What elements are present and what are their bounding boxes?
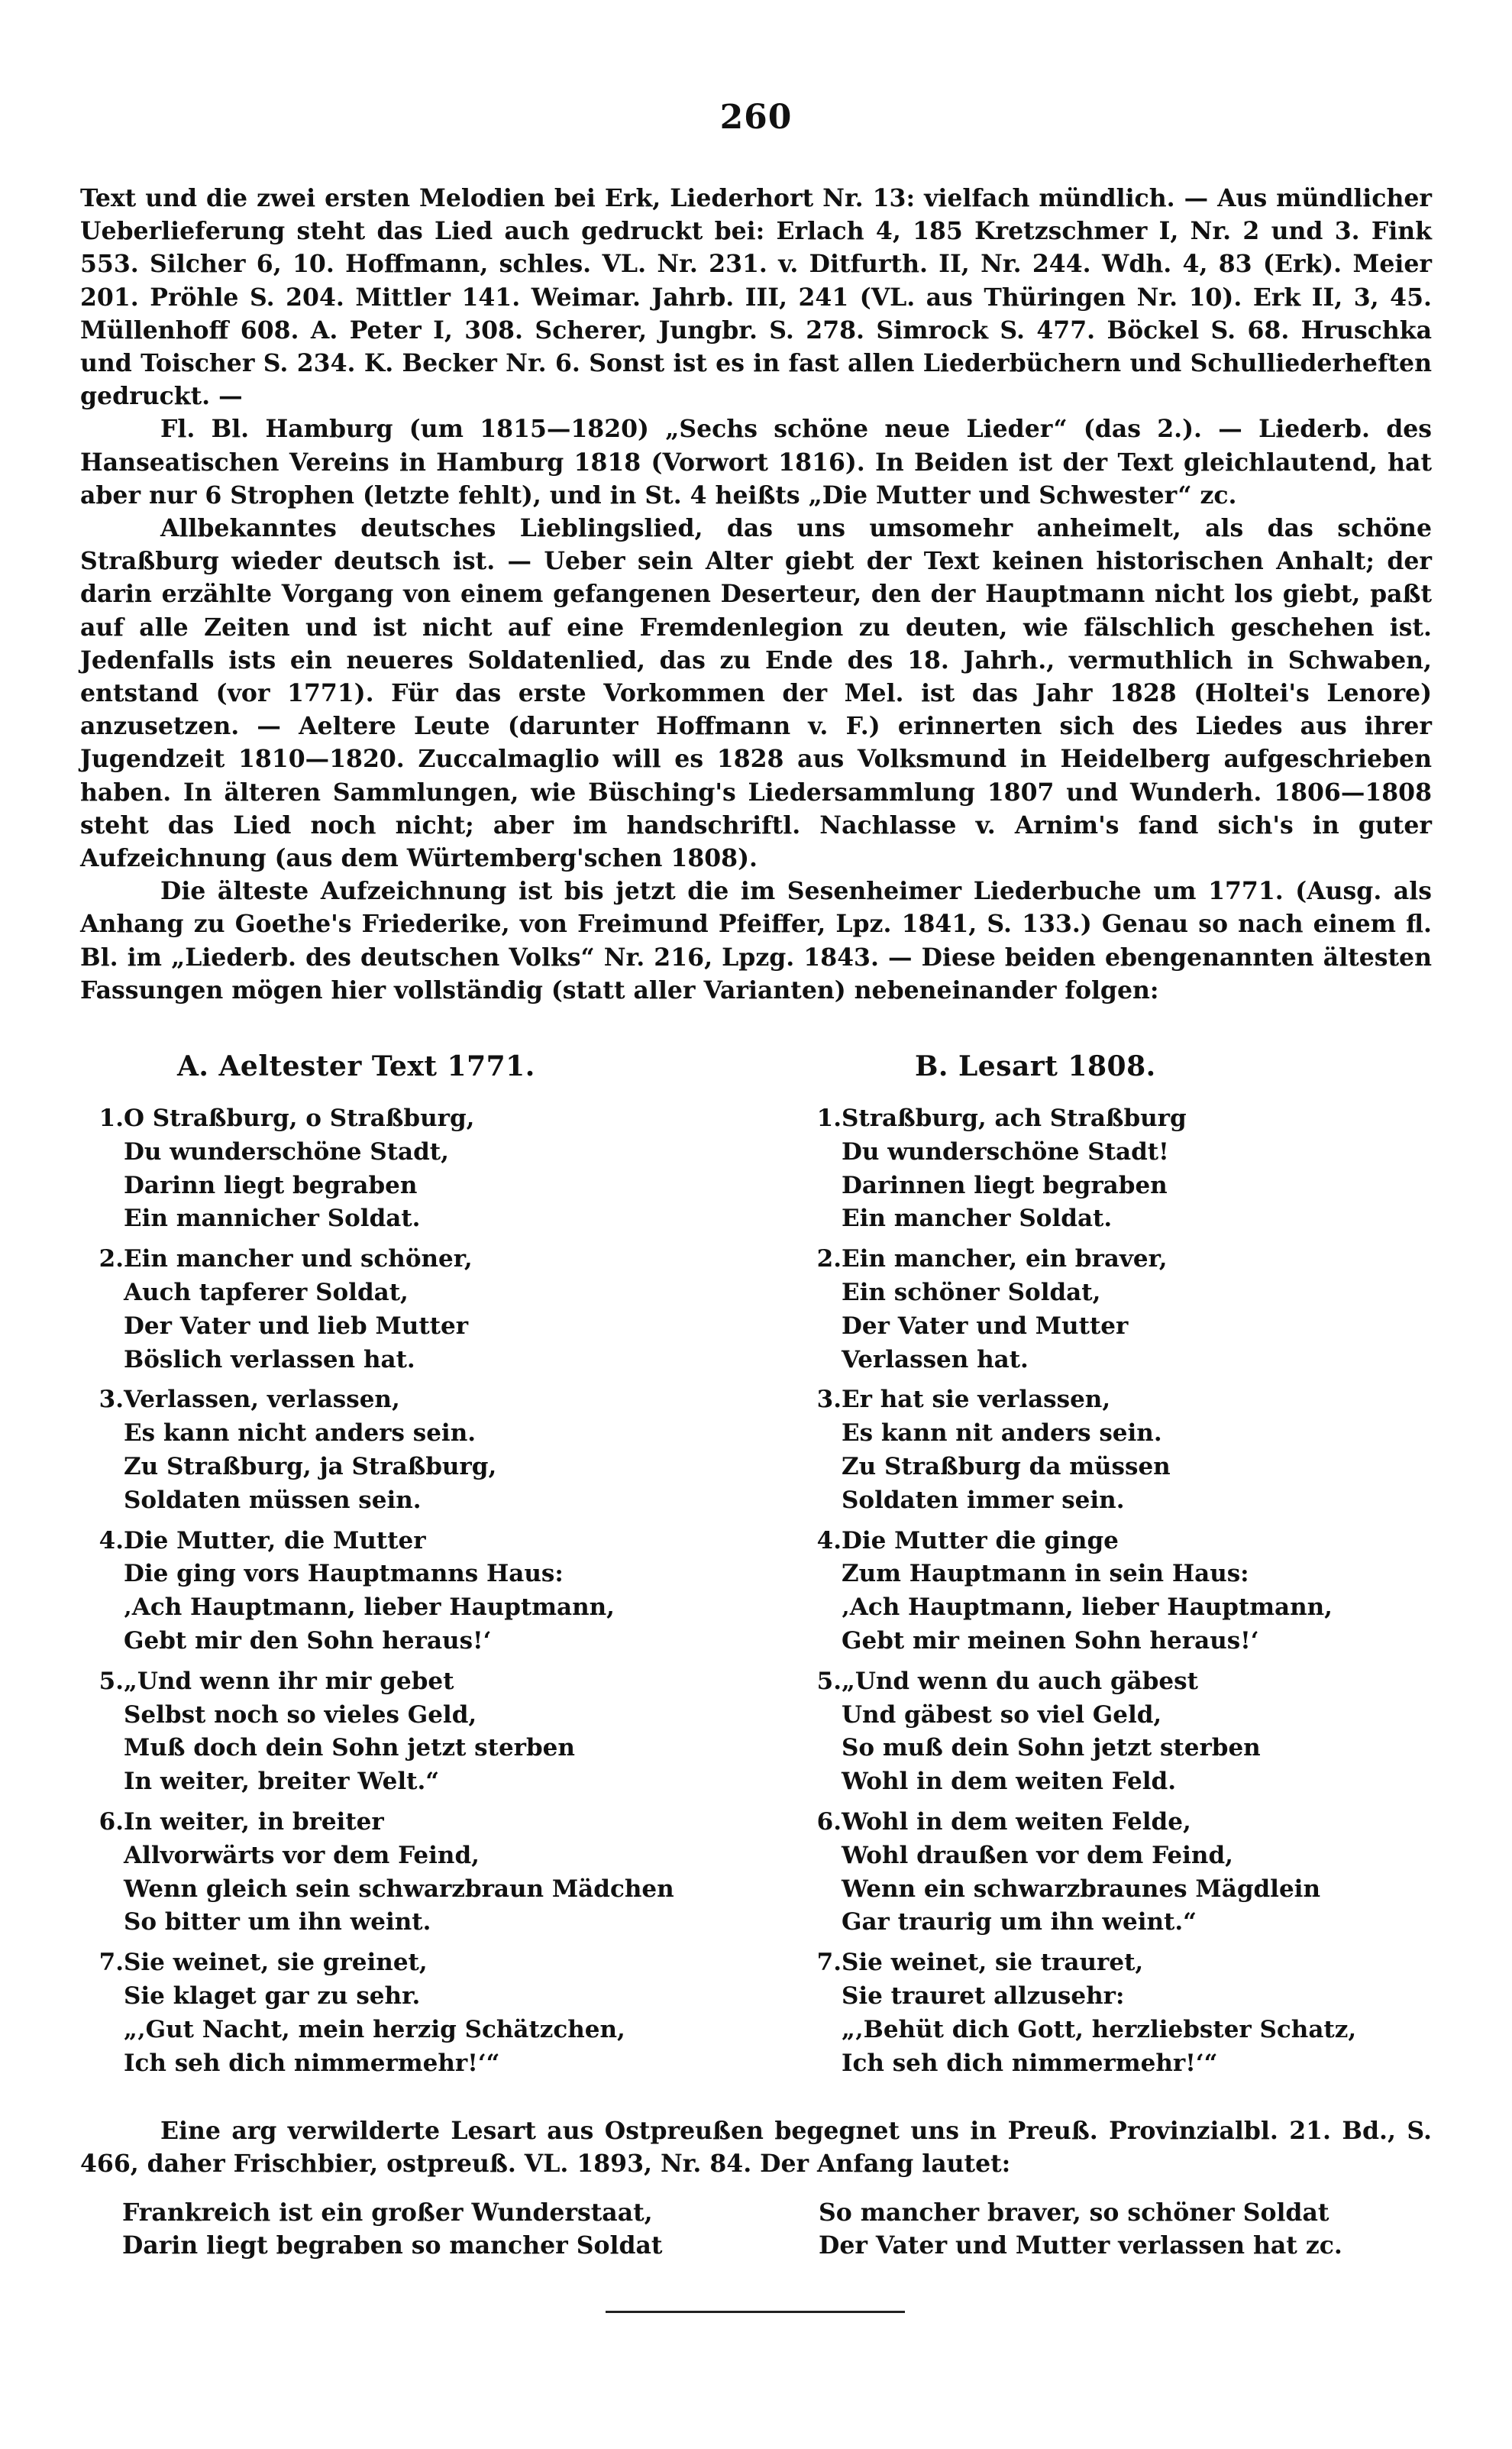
verse-line: Darinn liegt begraben <box>124 1171 418 1199</box>
verse-text: Sie weinet, sie greinet, <box>124 1949 428 1977</box>
stanza <box>84 1806 710 1939</box>
verse-line: Der Vater und Mutter verlassen hat zc. <box>819 2231 1342 2260</box>
verse-text: Ein mancher und schöner, <box>124 1245 473 1273</box>
verse-line: Allvorwärts vor dem Feind, <box>124 1841 480 1869</box>
verse-line: Darin liegt begraben so mancher Soldat <box>122 2231 663 2260</box>
stanza-number: 5. <box>816 1667 842 1695</box>
verse-line: Gebt mir meinen Sohn heraus!‘ <box>842 1626 1259 1655</box>
stanza <box>84 1383 710 1517</box>
verse-line: Soldaten müssen sein. <box>124 1486 422 1514</box>
verse-line: ‚Ach Hauptmann, lieber Hauptmann, <box>842 1593 1333 1622</box>
verse-line: Selbst noch so vieles Geld, <box>124 1700 477 1729</box>
verse-line: Böslich verlassen hat. <box>124 1345 415 1373</box>
stanza-number: 7. <box>99 1949 124 1977</box>
verse-text: O Straßburg, o Straßburg, <box>124 1105 475 1132</box>
verse-text: „Und wenn ihr mir gebet <box>124 1667 454 1695</box>
outro-paragraph: Eine arg verwilderte Lesart aus Ostpreußen begegnet uns in Preuß. Provinzialbl. 21. Bd., S. 466, daher Frischbier, ostpreuß. VL. 1893, Nr. 84. Der Anfang lautet: <box>80 2117 1432 2178</box>
verse-line <box>802 1946 1428 1980</box>
stanza <box>802 1946 1428 2080</box>
verse-line: Ein mancher Soldat. <box>842 1205 1113 1233</box>
version-a-heading: A. Aeltester Text 1771. <box>177 1050 535 1082</box>
verse-line: Zu Straßburg da müssen <box>842 1452 1171 1480</box>
verse-line <box>84 1383 710 1417</box>
verse-line: Wenn ein schwarzbraunes Mägdlein <box>842 1875 1320 1903</box>
stanza <box>84 1525 710 1658</box>
verse-text: „Und wenn du auch gäbest <box>842 1667 1198 1695</box>
verse-text: Er hat sie verlassen, <box>842 1386 1111 1414</box>
verse-text: Die Mutter die ginge <box>842 1526 1119 1554</box>
verse-line <box>802 1665 1428 1699</box>
version-b-heading: B. Lesart 1808. <box>915 1050 1156 1082</box>
stanza <box>802 1383 1428 1517</box>
verse-line: Zu Straßburg, ja Straßburg, <box>124 1452 497 1480</box>
verse-text: In weiter, in breiter <box>124 1807 384 1836</box>
verse-line: Ein schöner Soldat, <box>842 1278 1101 1306</box>
verse-line: Es kann nicht anders sein. <box>124 1419 477 1448</box>
verse-line: „‚Gut Nacht, mein herzig Schätzchen, <box>124 2015 625 2043</box>
verse-line <box>84 1102 710 1136</box>
verse-line: So mancher braver, so schöner Soldat <box>819 2198 1329 2227</box>
verse-line: Wohl draußen vor dem Feind, <box>842 1841 1233 1869</box>
stanza-number: 1. <box>99 1105 124 1132</box>
verse-line <box>802 1243 1428 1276</box>
verse-line: So muß dein Sohn jetzt sterben <box>842 1734 1261 1762</box>
stanza <box>802 1102 1428 1236</box>
version-a-stanzas <box>84 1102 710 2080</box>
version-a-column <box>84 1050 710 2087</box>
variant-verse-right <box>819 2196 1342 2262</box>
verse-text: Sie weinet, sie trauret, <box>842 1949 1144 1977</box>
verse-line: Sie trauret allzusehr: <box>842 1982 1125 2010</box>
stanza-number: 5. <box>99 1667 124 1695</box>
outro-text <box>80 2114 1432 2180</box>
stanza-number: 6. <box>99 1807 124 1836</box>
verse-line: Der Vater und lieb Mutter <box>124 1312 469 1340</box>
verse-text: Die Mutter, die Mutter <box>124 1526 426 1554</box>
stanza-number: 4. <box>816 1526 842 1554</box>
verse-line: Gebt mir den Sohn heraus!‘ <box>124 1626 492 1655</box>
stanza <box>84 1243 710 1377</box>
verse-line: Die ging vors Hauptmanns Haus: <box>124 1560 564 1588</box>
stanza-number: 3. <box>99 1386 124 1414</box>
verse-text: Ein mancher, ein braver, <box>842 1245 1168 1273</box>
version-b-column <box>802 1050 1428 2087</box>
intro-paragraph: Die älteste Aufzeichnung ist bis jetzt die im Sesenheimer Liederbuche um 1771. (Ausg. als Anhang zu Goethe's Friederike, von Freimund Pfeiffer, Lpz. 1841, S. 133.) Genau so nach einem fl. Bl. im „Liederb. des deutschen Volks“ Nr. 216, Lpzg. 1843. — Diese beiden ebengenannten ältesten Fassungen mögen hier vollständig (statt aller Varianten) nebeneinander folgen: <box>80 877 1432 1005</box>
stanza-number: 3. <box>816 1386 842 1414</box>
intro-text <box>80 182 1432 1007</box>
verse-text: Straßburg, ach Straßburg <box>842 1105 1187 1132</box>
stanza-number: 2. <box>816 1245 842 1273</box>
verse-line: Darinnen liegt begraben <box>842 1171 1168 1199</box>
verse-line: Sie klaget gar zu sehr. <box>124 1982 421 2010</box>
version-b-stanzas <box>802 1102 1428 2080</box>
stanza <box>802 1665 1428 1799</box>
verse-line: Auch tapferer Soldat, <box>124 1278 409 1306</box>
stanza <box>84 1665 710 1799</box>
verse-line: In weiter, breiter Welt.“ <box>124 1768 440 1796</box>
stanza <box>802 1243 1428 1377</box>
verse-line: Ich seh dich nimmermehr!‘“ <box>124 2049 500 2077</box>
verse-line: Du wunderschöne Stadt! <box>842 1137 1169 1166</box>
verse-line: Zum Hauptmann in sein Haus: <box>842 1560 1249 1588</box>
verse-line <box>84 1806 710 1839</box>
stanza-number: 1. <box>816 1105 842 1132</box>
intro-paragraph: Fl. Bl. Hamburg (um 1815—1820) „Sechs schöne neue Lieder“ (das 2.). — Liederb. des Hanseatischen Vereins in Hamburg 1818 (Vorwort 1816). In Beiden ist der Text gleichlautend, hat aber nur 6 Strophen (letzte fehlt), und in St. 4 heißts „Die Mutter und Schwester“ zc. <box>80 415 1432 510</box>
verse-text: Verlassen, verlassen, <box>124 1386 400 1414</box>
verse-line: So bitter um ihn weint. <box>124 1908 431 1936</box>
verse-line: Wenn gleich sein schwarzbraun Mädchen <box>124 1875 674 1903</box>
verse-line: „‚Behüt dich Gott, herzliebster Schatz, <box>842 2015 1357 2043</box>
stanza-number: 2. <box>99 1245 124 1273</box>
stanza <box>802 1806 1428 1939</box>
stanza-number: 7. <box>816 1949 842 1977</box>
verse-line: Frankreich ist ein großer Wunderstaat, <box>122 2198 653 2227</box>
stanza <box>84 1102 710 1236</box>
verse-line <box>84 1525 710 1558</box>
stanza-number: 4. <box>99 1526 124 1554</box>
verse-line <box>802 1102 1428 1136</box>
verse-line: Muß doch dein Sohn jetzt sterben <box>124 1734 575 1762</box>
verse-line: Der Vater und Mutter <box>842 1312 1129 1340</box>
verse-line: ‚Ach Hauptmann, lieber Hauptmann, <box>124 1593 615 1622</box>
verse-text: Wohl in dem weiten Felde, <box>842 1807 1191 1836</box>
verse-line <box>84 1665 710 1699</box>
verse-line: Du wunderschöne Stadt, <box>124 1137 449 1166</box>
stanza-number: 6. <box>816 1807 842 1836</box>
intro-paragraph: Text und die zwei ersten Melodien bei Erk, Liederhort Nr. 13: vielfach mündlich. — Aus mündlicher Ueberlieferung steht das Lied auch gedruckt bei: Erlach 4, 185 Kretzschmer I, Nr. 2 und 3. Fink 553. Silcher 6, 10. Hoffmann, schles. VL. Nr. 231. v. Ditfurth. II, Nr. 244. Wdh. 4, 83 (Erk). Meier 201. Pröhle S. 204. Mittler 141. Weimar. Jahrb. III, 241 (VL. aus Thüringen Nr. 10). Erk II, 3, 45. Müllenhoff 608. A. Peter I, 308. Scherer, Jungbr. S. 278. Simrock S. 477. Böckel S. 68. Hruschka und Toischer S. 234. K. Becker Nr. 6. Sonst ist es in fast allen Liederbüchern und Schulliederheften gedruckt. — <box>80 184 1432 411</box>
verse-line: Ich seh dich nimmermehr!‘“ <box>842 2049 1218 2077</box>
verse-line: Gar traurig um ihn weint.“ <box>842 1908 1197 1936</box>
verse-line: Verlassen hat. <box>842 1345 1029 1373</box>
verse-line <box>84 1946 710 1980</box>
verse-line: Ein mannicher Soldat. <box>124 1205 421 1233</box>
stanza <box>84 1946 710 2080</box>
intro-paragraph: Allbekanntes deutsches Lieblingslied, das uns umsomehr anheimelt, als das schöne Straßburg wieder deutsch ist. — Ueber sein Alter giebt der Text keinen historischen Anhalt; der darin erzählte Vorgang von einem gefangenen Deserteur, den der Hauptmann nicht los giebt, paßt auf alle Zeiten und ist nicht auf eine Fremdenlegion zu deuten, wie fälschlich geschehen ist. Jedenfalls ists ein neueres Soldatenlied, das zu Ende des 18. Jahrh., vermuthlich in Schwaben, entstand (vor 1771). Für das erste Vorkommen der Mel. ist das Jahr 1828 (Holtei's Lenore) anzusetzen. — Aeltere Leute (darunter Hoffmann v. F.) erinnerten sich des Liedes aus ihrer Jugendzeit 1810—1820. Zuccalmaglio will es 1828 aus Volksmund in Heidelberg aufgeschrieben haben. In älteren Sammlungen, wie Büsching's Liedersammlung 1807 und Wunderh. 1806—1808 steht das Lied noch nicht; aber im handschriftl. Nachlasse v. Arnim's fand sich's in guter Aufzeichnung (aus dem Würtemberg'schen 1808). <box>80 514 1432 873</box>
page-number: 260 <box>719 98 793 137</box>
verse-line: Es kann nit anders sein. <box>842 1419 1162 1448</box>
verse-line: Wohl in dem weiten Feld. <box>842 1768 1177 1796</box>
verse-line: Und gäbest so viel Geld, <box>842 1700 1162 1729</box>
verse-line <box>802 1806 1428 1839</box>
variant-verse-left <box>122 2196 662 2262</box>
stanza <box>802 1525 1428 1658</box>
verse-line <box>802 1383 1428 1417</box>
verse-line <box>84 1243 710 1276</box>
closing-rule <box>606 2311 905 2313</box>
verse-line: Soldaten immer sein. <box>842 1486 1125 1514</box>
verse-line <box>802 1525 1428 1558</box>
